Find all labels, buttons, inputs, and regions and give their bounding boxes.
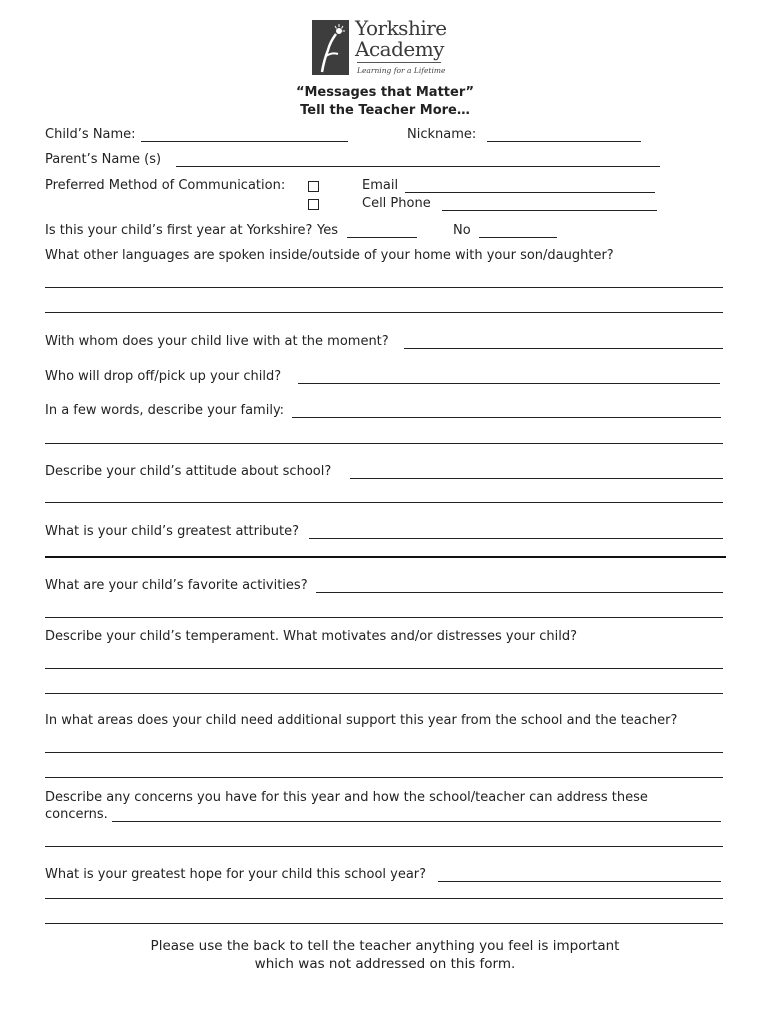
temperament-answer-line[interactable] (45, 693, 723, 694)
temperament-answer-line[interactable] (45, 668, 723, 669)
activities-answer-line[interactable] (316, 592, 723, 593)
cell-phone-label: Cell Phone (362, 196, 431, 211)
footer-note-line2: which was not addressed on this form. (254, 956, 516, 972)
concerns-question-continued: concerns. (45, 807, 108, 822)
family-answer-line[interactable] (292, 417, 721, 418)
hope-answer-line[interactable] (45, 898, 723, 899)
attitude-question: Describe your child’s attitude about school? (45, 464, 332, 479)
attitude-answer-line[interactable] (350, 478, 723, 479)
yes-field[interactable] (347, 237, 417, 238)
logo-divider (357, 62, 441, 63)
live-with-question: With whom does your child live with at the moment? (45, 334, 389, 349)
concerns-answer-line[interactable] (45, 846, 723, 847)
support-answer-line[interactable] (45, 777, 723, 778)
email-field[interactable] (405, 192, 655, 193)
activities-answer-line[interactable] (45, 617, 723, 618)
concerns-question: Describe any concerns you have for this year and how the school/teacher can address these (45, 790, 648, 805)
temperament-question: Describe your child’s temperament. What motivates and/or distresses your child? (45, 629, 578, 644)
activities-question: What are your child’s favorite activities? (45, 578, 308, 593)
parent-name-field[interactable] (176, 166, 660, 167)
nickname-field[interactable] (487, 141, 641, 142)
form-subtitle: Tell the Teacher More… (300, 103, 470, 118)
hope-answer-line[interactable] (45, 923, 723, 924)
drop-off-question: Who will drop off/pick up your child? (45, 369, 282, 384)
nickname-label: Nickname: (407, 127, 477, 142)
logo-name-line1: Yorkshire (355, 16, 447, 40)
live-with-answer-line[interactable] (404, 348, 723, 349)
child-name-field[interactable] (141, 141, 348, 142)
hope-answer-line[interactable] (438, 881, 721, 882)
family-answer-line[interactable] (45, 443, 723, 444)
child-name-label: Child’s Name: (45, 127, 136, 142)
cell-phone-field[interactable] (442, 210, 657, 211)
languages-answer-line[interactable] (45, 287, 723, 288)
drop-off-answer-line[interactable] (298, 383, 720, 384)
parent-name-label: Parent’s Name (s) (45, 152, 162, 167)
support-question: In what areas does your child need additional support this year from the school and the teacher? (45, 713, 678, 728)
cell-phone-checkbox[interactable] (308, 199, 319, 210)
attribute-answer-line[interactable] (309, 538, 723, 539)
no-label: No (453, 223, 471, 238)
section-divider (45, 556, 726, 558)
logo-tagline: Learning for a Lifetime (357, 66, 446, 75)
footer-note-line1: Please use the back to tell the teacher anything you feel is important (150, 938, 620, 954)
languages-question: What other languages are spoken inside/outside of your home with your son/daughter? (45, 248, 614, 263)
languages-answer-line[interactable] (45, 312, 723, 313)
hope-question: What is your greatest hope for your child this school year? (45, 867, 427, 882)
family-question: In a few words, describe your family: (45, 403, 285, 418)
preferred-method-label: Preferred Method of Communication: (45, 178, 286, 193)
email-checkbox[interactable] (308, 181, 319, 192)
yes-label: Yes (317, 223, 338, 238)
email-label: Email (362, 178, 399, 193)
concerns-answer-line[interactable] (112, 821, 721, 822)
form-title: “Messages that Matter” (295, 85, 475, 100)
school-logo (312, 16, 447, 78)
logo-name-line2: Academy (355, 37, 444, 61)
first-year-label: Is this your child’s first year at Yorkshire? (45, 223, 313, 238)
no-field[interactable] (479, 237, 557, 238)
attitude-answer-line[interactable] (45, 502, 723, 503)
attribute-question: What is your child’s greatest attribute? (45, 524, 300, 539)
support-answer-line[interactable] (45, 752, 723, 753)
logo-mark-icon (312, 20, 349, 75)
